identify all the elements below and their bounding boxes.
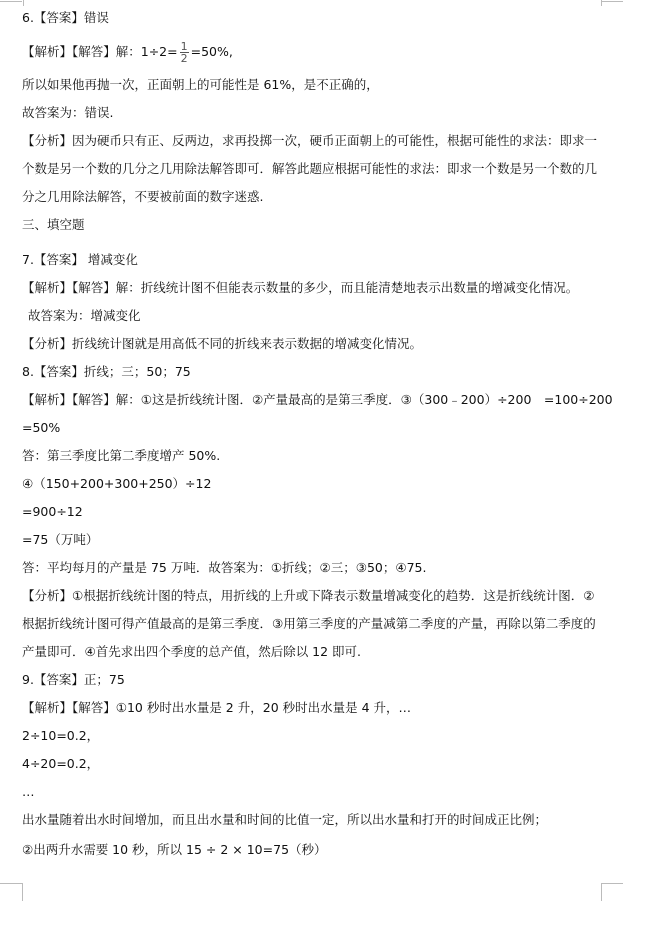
crop-mark <box>601 0 603 6</box>
text-line: 【解析】【解答】①10 秒时出水量是 2 升，20 秒时出水量是 4 升，… <box>22 700 412 715</box>
crop-mark <box>601 883 623 885</box>
text-line: 故答案为：增减变化 <box>28 308 141 323</box>
text-line: 根据折线统计图可得产值最高的是第三季度．③用第三季度的产量减第二季度的产量，再除以第二季度的 <box>22 616 596 631</box>
crop-mark <box>601 0 623 2</box>
answer-9-heading: 9.【答案】正；75 <box>22 672 125 687</box>
answer-8-heading: 8.【答案】折线；三；50；75 <box>22 364 191 379</box>
text-line: 【分析】因为硬币只有正、反两边，求再投掷一次，硬币正面朝上的可能性，根据可能性的求法：即求一 <box>22 133 598 148</box>
text-line: 4÷20=0.2， <box>22 756 100 771</box>
text-line: =75（万吨） <box>22 532 99 547</box>
text-line: =50% <box>22 420 61 435</box>
text-line: =900÷12 <box>22 504 83 519</box>
text-line: 所以如果他再抛一次，正面朝上的可能性是 61%，是不正确的， <box>22 77 379 92</box>
text-line: 答：平均每月的产量是 75 万吨．故答案为：①折线；②三；③50；④75. <box>22 560 427 575</box>
crop-mark <box>0 0 22 2</box>
answer-7-heading: 7.【答案】 增减变化 <box>22 252 138 267</box>
analysis-suffix: =50%, <box>190 44 233 59</box>
text-line: ④（150+200+300+250）÷12 <box>22 476 212 491</box>
text-line: 【分析】①根据折线统计图的特点，用折线的上升或下降表示数量增减变化的趋势．这是折线统计图．② <box>22 588 595 603</box>
text-line: 产量即可．④首先求出四个季度的总产值，然后除以 12 即可. <box>22 644 362 659</box>
text-line: 分之几用除法解答，不要被前面的数字迷惑. <box>22 189 264 204</box>
text-line: ②出两升水需要 10 秒，所以 15 ÷ 2 × 10=75（秒） <box>22 842 327 857</box>
fraction-numerator: 1 <box>180 40 188 53</box>
answer-6-analysis <box>22 41 233 64</box>
text-line: 故答案为：错误. <box>22 105 114 120</box>
crop-mark <box>601 883 603 901</box>
text-line: 2÷10=0.2， <box>22 728 100 743</box>
crop-mark <box>0 883 22 885</box>
text-line: 出水量随着出水时间增加，而且出水量和时间的比值一定，所以出水量和打开的时间成正比例； <box>22 812 548 827</box>
fraction-denominator: 2 <box>180 52 188 65</box>
text-line: 个数是另一个数的几分之几用除法解答即可．解答此题应根据可能性的求法：即求一个数是另一个数的几 <box>22 161 598 176</box>
text-line: 【解析】【解答】解：①这是折线统计图．②产量最高的是第三季度．③（300﹣200）÷200 =100÷200 <box>22 392 613 407</box>
crop-mark <box>22 883 24 901</box>
crop-mark <box>22 0 24 6</box>
text-line: … <box>22 784 35 799</box>
text-line: 【解析】【解答】解：折线统计图不但能表示数量的多少，而且能清楚地表示出数量的增减变化情况。 <box>22 280 579 295</box>
text-line: 答：第三季度比第二季度增产 50%. <box>22 448 221 463</box>
text-line: 【分析】折线统计图就是用高低不同的折线来表示数据的增减变化情况。 <box>22 336 423 351</box>
fraction-one-half <box>180 41 189 64</box>
analysis-prefix: 【解析】【解答】解：1÷2= <box>22 44 178 59</box>
answer-6-heading: 6.【答案】错误 <box>22 10 109 25</box>
section-heading: 三、填空题 <box>22 217 85 232</box>
